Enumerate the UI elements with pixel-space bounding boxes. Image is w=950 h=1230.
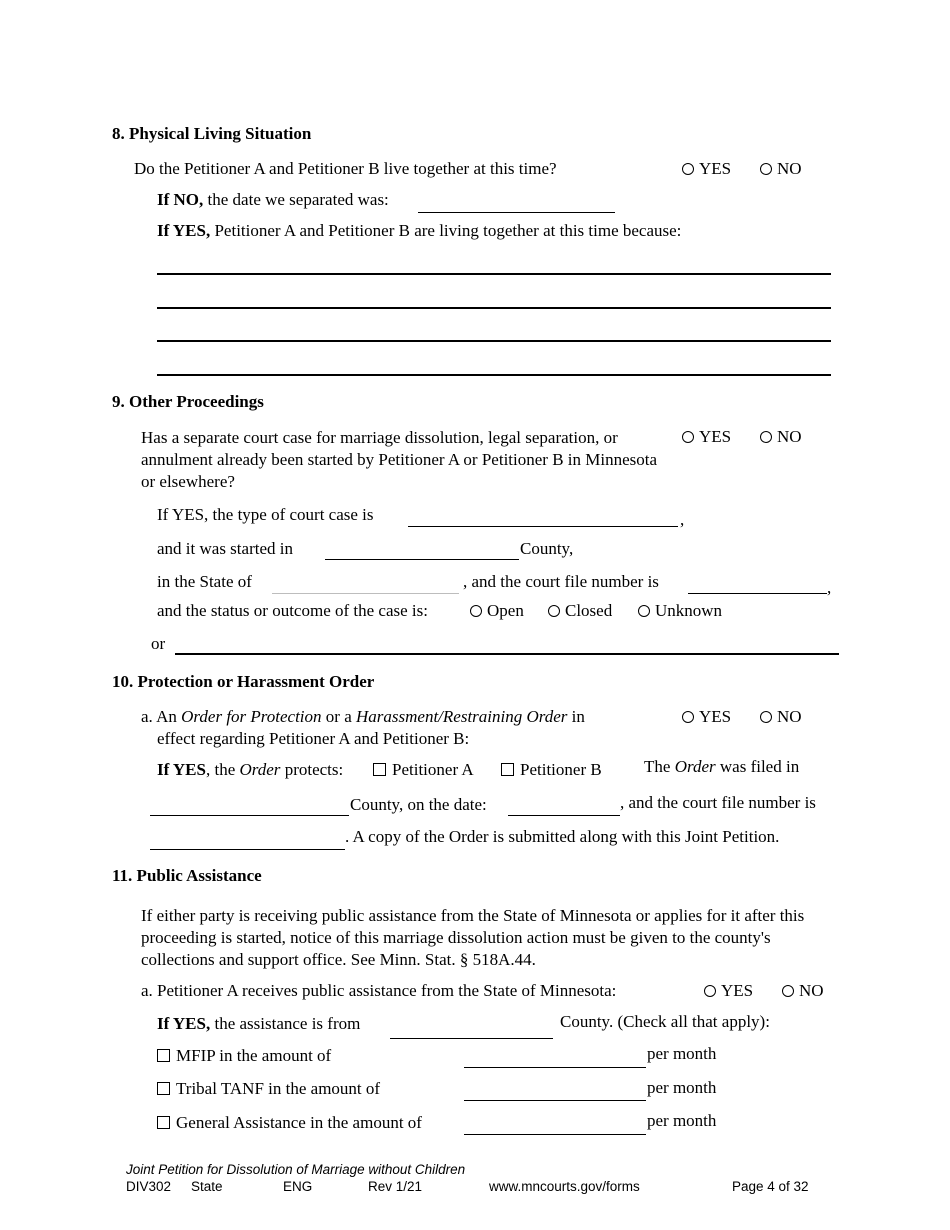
reason-line-1[interactable] (157, 273, 831, 275)
if-no-separated-label: If NO, the date we separated was: (157, 190, 389, 209)
mfip-checkbox[interactable] (157, 1046, 331, 1066)
status-open-radio[interactable] (470, 601, 524, 621)
protection-order-no-radio[interactable] (760, 707, 802, 727)
protection-order-question-line2: effect regarding Petitioner A and Petitioner B: (157, 729, 470, 748)
closed-label: Closed (565, 601, 613, 620)
radio-circle[interactable] (682, 431, 694, 443)
order-county-field[interactable] (150, 815, 349, 816)
petitioner-b-label: Petitioner B (520, 760, 602, 779)
radio-circle[interactable] (548, 605, 560, 617)
yes-label: YES (699, 707, 732, 726)
footer-form-title: Joint Petition for Dissolution of Marriage without Children (126, 1162, 466, 1177)
public-assistance-question-a: a. Petitioner A receives public assistance from the State of Minnesota: (141, 981, 617, 1000)
reason-line-4[interactable] (157, 374, 831, 376)
radio-circle[interactable] (682, 163, 694, 175)
section-11-heading: 11. Public Assistance (112, 866, 262, 885)
file-number-comma: , (827, 578, 832, 597)
radio-circle[interactable] (760, 711, 772, 723)
other-proceedings-no-radio[interactable] (760, 427, 802, 447)
footer-page-number: Page 4 of 32 (732, 1179, 809, 1194)
reason-line-3[interactable] (157, 340, 831, 342)
case-type-field[interactable] (408, 526, 678, 527)
petitioner-a-label: Petitioner A (392, 760, 474, 779)
public-assistance-intro: If either party is receiving public assistance from the State of Minnesota or applies for it after this proceeding is started, notice of this marriage dissolution action must be given to the county's collections and support office. See Minn. Stat. § 518A.44. (141, 906, 805, 969)
county-check-all-label: County. (Check all that apply): (560, 1012, 770, 1031)
ga-per-month: per month (647, 1111, 717, 1130)
protection-order-question: a. An Order for Protection or a Harassment/Restraining Order in (141, 707, 585, 726)
footer-url[interactable]: www.mncourts.gov/forms (489, 1179, 640, 1194)
section-9-heading: 9. Other Proceedings (112, 392, 264, 411)
radio-circle[interactable] (470, 605, 482, 617)
living-together-question: Do the Petitioner A and Petitioner B live together at this time? (134, 159, 557, 178)
radio-circle[interactable] (760, 431, 772, 443)
other-status-field[interactable] (175, 653, 839, 655)
mfip-amount-field[interactable] (464, 1067, 646, 1068)
radio-circle[interactable] (760, 163, 772, 175)
court-file-number-field[interactable] (688, 593, 827, 594)
unknown-label: Unknown (655, 601, 723, 620)
tanf-per-month: per month (647, 1078, 717, 1097)
yes-label: YES (699, 427, 732, 446)
section-8-heading: 8. Physical Living Situation (112, 124, 312, 143)
county-label: County, (520, 539, 574, 558)
checkbox-square[interactable] (373, 763, 386, 776)
yes-label: YES (699, 159, 732, 178)
case-type-comma: , (680, 510, 685, 529)
living-together-no-radio[interactable] (760, 159, 802, 179)
radio-circle[interactable] (704, 985, 716, 997)
mfip-per-month: per month (647, 1044, 717, 1063)
order-filed-in-label: The Order was filed in (644, 757, 800, 776)
footer-form-code: DIV302 (126, 1179, 172, 1194)
assistance-from-label: If YES, the assistance is from (157, 1014, 361, 1033)
section-10-heading: 10. Protection or Harassment Order (112, 672, 375, 691)
radio-circle[interactable] (638, 605, 650, 617)
assistance-county-field[interactable] (390, 1038, 553, 1039)
radio-circle[interactable] (682, 711, 694, 723)
protection-order-yes-radio[interactable] (682, 707, 731, 727)
open-label: Open (487, 601, 524, 620)
status-unknown-radio[interactable] (638, 601, 722, 621)
footer-revision: Rev 1/21 (368, 1179, 423, 1194)
order-copy-note: . A copy of the Order is submitted along with this Joint Petition. (345, 827, 780, 846)
order-protects-label: If YES, the Order protects: (157, 760, 344, 779)
radio-circle[interactable] (782, 985, 794, 997)
no-label: NO (777, 707, 802, 726)
general-assistance-label: General Assistance in the amount of (176, 1113, 422, 1132)
state-field[interactable] (272, 593, 459, 594)
order-county-date-label: County, on the date: (350, 795, 487, 814)
case-type-label: If YES, the type of court case is (157, 505, 374, 524)
public-assistance-yes-radio[interactable] (704, 981, 753, 1001)
status-closed-radio[interactable] (548, 601, 612, 621)
checkbox-square[interactable] (501, 763, 514, 776)
or-label: or (151, 634, 166, 653)
tribal-tanf-checkbox[interactable] (157, 1079, 380, 1099)
checkbox-square[interactable] (157, 1082, 170, 1095)
order-file-number-field[interactable] (150, 849, 345, 850)
state-label: in the State of (157, 572, 252, 591)
other-proceedings-question: Has a separate court case for marriage dissolution, legal separation, or annulment already been started by Petitioner A or Petitioner B in Minnesota or elsewhere? (141, 428, 658, 491)
case-status-label: and the status or outcome of the case is: (157, 601, 428, 620)
public-assistance-no-radio[interactable] (782, 981, 824, 1001)
checkbox-square[interactable] (157, 1049, 170, 1062)
footer-state: State (191, 1179, 223, 1194)
started-in-label: and it was started in (157, 539, 293, 558)
living-together-yes-radio[interactable] (682, 159, 731, 179)
other-proceedings-yes-radio[interactable] (682, 427, 731, 447)
footer-language: ENG (283, 1179, 313, 1194)
court-file-number-label: , and the court file number is (463, 572, 659, 591)
protects-petitioner-a-checkbox[interactable] (373, 760, 474, 780)
tribal-tanf-label: Tribal TANF in the amount of (176, 1079, 381, 1098)
order-date-field[interactable] (508, 815, 620, 816)
started-county-field[interactable] (325, 559, 519, 560)
reason-line-2[interactable] (157, 307, 831, 309)
tanf-amount-field[interactable] (464, 1100, 646, 1101)
protects-petitioner-b-checkbox[interactable] (501, 760, 602, 780)
separation-date-field[interactable] (418, 212, 615, 213)
mfip-label: MFIP in the amount of (176, 1046, 332, 1065)
ga-amount-field[interactable] (464, 1134, 646, 1135)
general-assistance-checkbox[interactable] (157, 1113, 422, 1133)
order-file-number-label: , and the court file number is (620, 793, 816, 812)
no-label: NO (777, 159, 802, 178)
yes-label: YES (721, 981, 754, 1000)
no-label: NO (799, 981, 824, 1000)
no-label: NO (777, 427, 802, 446)
if-yes-living-together-label: If YES, Petitioner A and Petitioner B are living together at this time because: (157, 221, 682, 240)
checkbox-square[interactable] (157, 1116, 170, 1129)
